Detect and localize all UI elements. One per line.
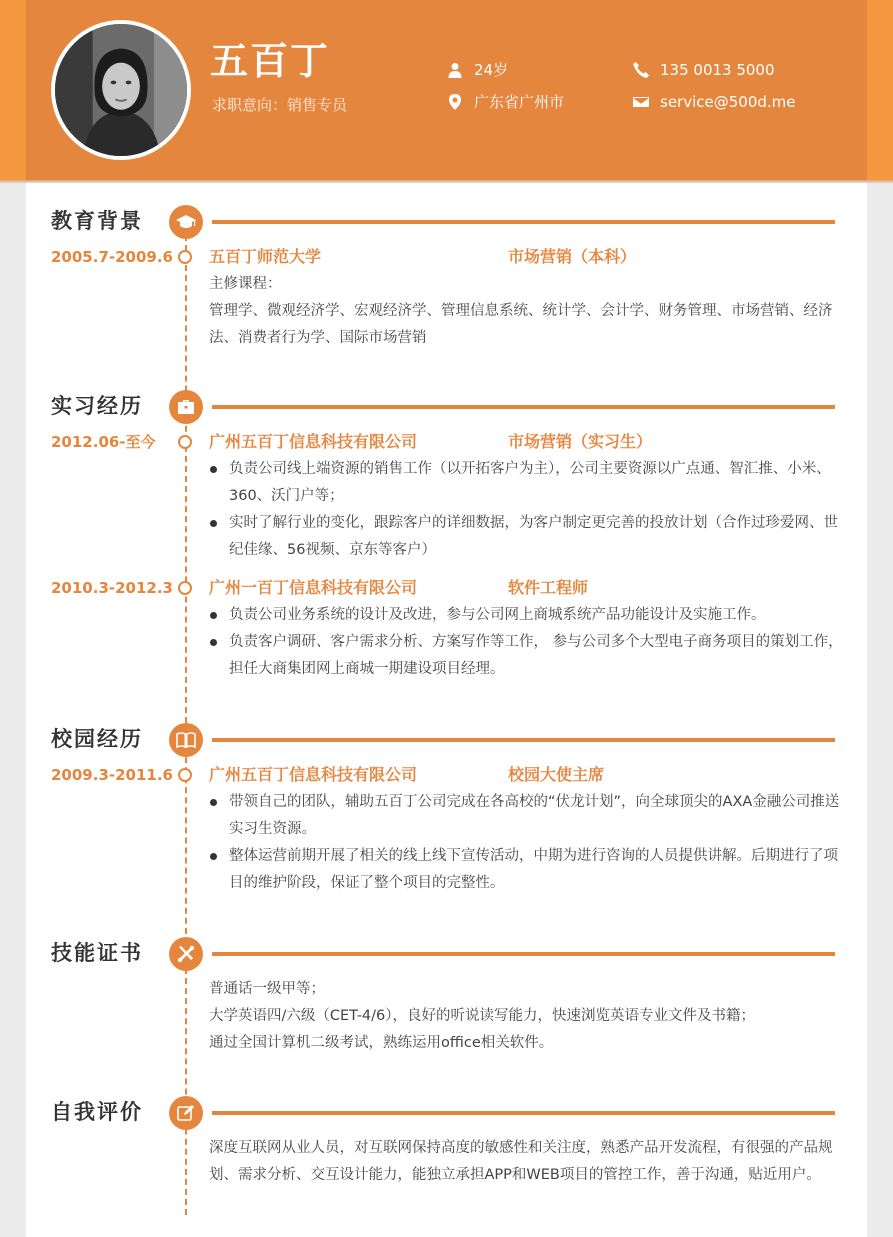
section-title-internship: 实习经历 [51, 394, 143, 418]
timeline-dot [178, 435, 192, 449]
section-title-campus: 校园经历 [51, 727, 143, 751]
list-item: 负责公司线上端资源的销售工作（以开拓客户为主），公司主要资源以广点通、智汇推、小米、360、沃门户等； [209, 456, 849, 510]
phone-info [632, 61, 775, 79]
location-pin-icon [446, 93, 464, 111]
email-text: service@500d.me [660, 92, 796, 111]
skill-line-1: 普通话一级甲等； [209, 981, 325, 997]
timeline-dot [178, 768, 192, 782]
header-edge-left [0, 0, 26, 180]
candidate-name: 五百丁 [210, 39, 331, 83]
skill-line-2: 大学英语四/六级（CET-4/6），良好的听说读写能力，快速浏览英语专业文件及书籍； [209, 1008, 756, 1024]
avatar [51, 20, 191, 160]
timeline-dot [178, 581, 192, 595]
campus-bullets [209, 789, 849, 897]
list-item: 实时了解行业的变化，跟踪客户的详细数据，为客户制定更完善的投放计划（合作过珍爱网、世纪佳缘、56视频、京东等客户） [209, 510, 849, 564]
internship-role-1: 市场营销（实习生） [508, 432, 653, 451]
internship-bullets-2 [209, 602, 849, 683]
campus-company: 广州五百丁信息科技有限公司 [209, 765, 418, 784]
graduation-cap-icon [169, 205, 203, 239]
section-rule-self-eval [212, 1111, 835, 1115]
phone-icon [632, 61, 650, 79]
list-item: 带领自己的团队，辅助五百丁公司完成在各高校的“伏龙计划”，向全球顶尖的AXA金融公司推送实习生资源。 [209, 789, 849, 843]
section-title-skills: 技能证书 [51, 941, 143, 965]
education-courses: 管理学、微观经济学、宏观经济学、管理信息系统、统计学、会计学、财务管理、市场营销、经济法、消费者行为学、国际市场营销 [209, 303, 833, 346]
resume-body [26, 183, 867, 1237]
section-title-education: 教育背景 [51, 209, 143, 233]
internship-company-1: 广州五百丁信息科技有限公司 [209, 432, 418, 451]
envelope-icon [632, 93, 650, 111]
resume-header [26, 0, 867, 180]
education-date: 2005.7-2009.6 [51, 248, 173, 266]
section-rule-campus [212, 738, 835, 742]
list-item: 整体运营前期开展了相关的线上线下宣传活动，中期为进行咨询的人员提供讲解。后期进行了项目的维护阶段，保证了整个项目的完整性。 [209, 843, 849, 897]
section-title-self-eval: 自我评价 [51, 1100, 143, 1124]
location-info [446, 93, 564, 111]
person-icon [446, 61, 464, 79]
tools-icon [169, 937, 203, 971]
section-rule-internship [212, 405, 835, 409]
list-item: 负责公司业务系统的设计及改进，参与公司网上商城系统产品功能设计及实施工作。 [209, 602, 849, 629]
age-info [446, 61, 508, 79]
phone-text: 135 0013 5000 [660, 60, 775, 79]
internship-date-1: 2012.06-至今 [51, 433, 156, 451]
internship-date-2: 2010.3-2012.3 [51, 579, 173, 597]
internship-company-2: 广州一百丁信息科技有限公司 [209, 578, 418, 597]
edit-icon [169, 1096, 203, 1130]
section-rule-skills [212, 952, 835, 956]
timeline-dot [178, 250, 192, 264]
education-major: 市场营销（本科） [508, 247, 637, 266]
education-school: 五百丁师范大学 [209, 247, 322, 266]
internship-bullets-1 [209, 456, 849, 564]
job-intent: 求职意向：销售专员 [212, 96, 348, 114]
briefcase-icon [169, 390, 203, 424]
email-info [632, 93, 796, 111]
skill-line-3: 通过全国计算机二级考试，熟练运用office相关软件。 [209, 1035, 554, 1051]
education-course-label: 主修课程： [209, 276, 282, 292]
campus-role: 校园大使主席 [508, 765, 605, 784]
campus-date: 2009.3-2011.6 [51, 766, 173, 784]
avatar-photo-icon [55, 24, 187, 156]
location-text: 广东省广州市 [474, 92, 565, 111]
book-icon [169, 723, 203, 757]
section-rule-education [212, 220, 835, 224]
age-text: 24岁 [474, 60, 509, 79]
internship-role-2: 软件工程师 [508, 578, 589, 597]
self-eval-text: 深度互联网从业人员，对互联网保持高度的敏感性和关注度，熟悉产品开发流程，有很强的产品规划、需求分析、交互设计能力，能独立承担APP和WEB项目的管控工作，善于沟通，贴近用户。 [209, 1140, 833, 1183]
list-item: 负责客户调研、客户需求分析、方案写作等工作， 参与公司多个大型电子商务项目的策划工作，担任大商集团网上商城一期建设项目经理。 [209, 629, 849, 683]
header-edge-right [867, 0, 893, 180]
